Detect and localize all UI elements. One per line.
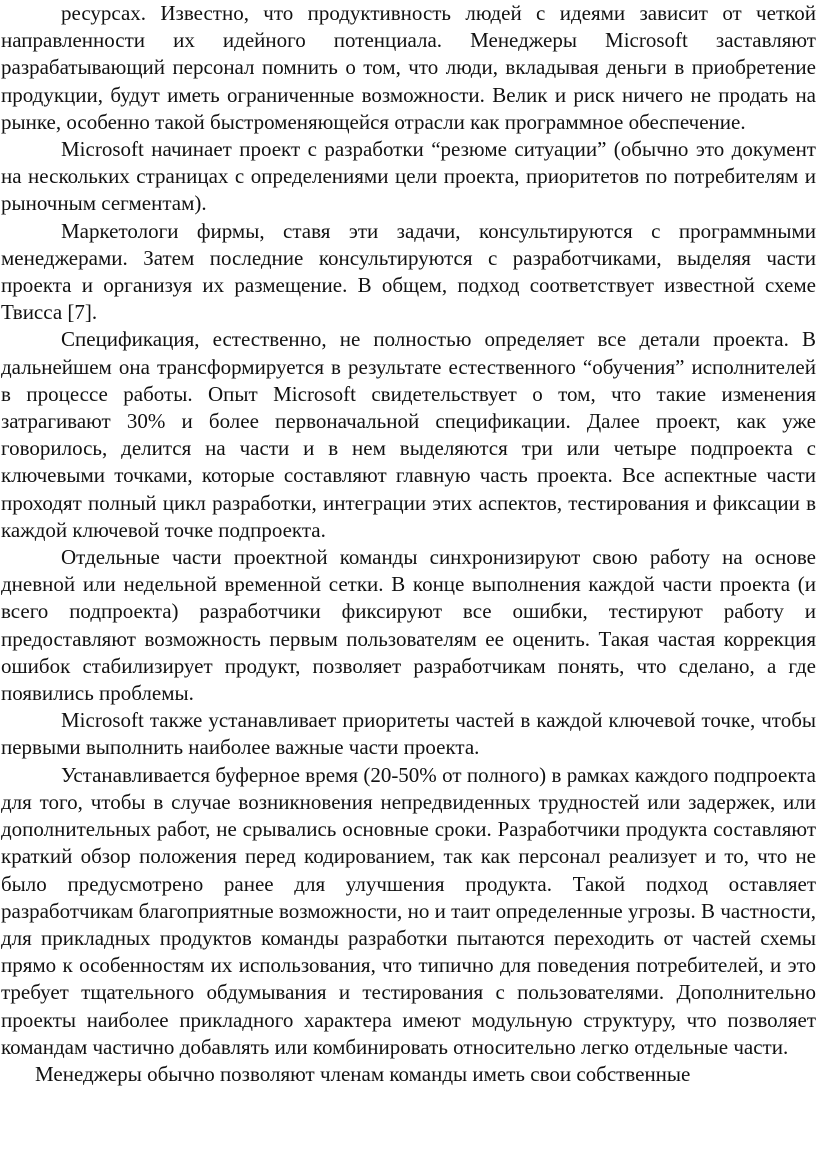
paragraph-5: Отдельные части проектной команды синхронизируют свою работу на основе дневной или недельной временной сетки. В конце выполнения каждой части проекта (и всего подпроекта) разработчики фиксируют все ошибки, тестируют работу и предоставляют возможность первым пользователям ее оценить. Такая частая коррекция ошибок стабилизирует продукт, позволяет разработчикам понять, что сделано, а где появились проблемы.	[1, 545, 816, 706]
paragraph-3: Маркетологи фирмы, ставя эти задачи, консультируются с программными менеджерами. Затем последние консультируются с разработчиками, выделяя части проекта и организуя их размещение. В общем, подход соответствует известной схеме Твисса [7].	[1, 218, 816, 325]
paragraph-2: Microsoft начинает проект с разработки “резюме ситуации” (обычно это документ на нескольких страницах с определениями цели проекта, приоритетов по потребителям и рыночным сегментам).	[1, 137, 816, 216]
paragraph-6: Microsoft также устанавливает приоритеты частей в каждой ключевой точке, чтобы первыми выполнить наиболее важные части проекта.	[1, 708, 816, 760]
paragraph-4: Спецификация, естественно, не полностью определяет все детали проекта. В дальнейшем она трансформируется в результате естественного “обучения” исполнителей в процессе работы. Опыт Microsoft свидетельствует о том, что такие изменения затрагивают 30% и более первоначальной спецификации. Далее проект, как уже говорилось, делится на части и в нем выделяются три или четыре подпроекта с ключевыми точками, которые составляют главную часть проекта. Все аспектные части проходят полный цикл разработки, интеграции этих аспектов, тестирования и фиксации в каждой ключевой точке подпроекта.	[1, 327, 816, 542]
paragraph-8: Менеджеры обычно позволяют членам команды иметь свои собственные	[35, 1061, 691, 1086]
paragraph-1: ресурсах. Известно, что продуктивность людей с идеями зависит от четкой направленности их идейного потенциала. Менеджеры Microsoft заставляют разрабатывающий персонал помнить о том, что люди, вкладывая деньги в приобретение продукции, будут иметь ограниченные возможности. Велик и риск ничего не продать на рынке, особенно такой быстроменяющейся отрасли как программное обеспечение.	[1, 1, 816, 134]
paragraph-7: Устанавливается буферное время (20-50% от полного) в рамках каждого подпроекта для того, чтобы в случае возникновения непредвиденных трудностей или задержек, или дополнительных работ, не срывались основные сроки. Разработчики продукта составляют краткий обзор положения перед кодированием, так как персонал реализует и то, что не было предусмотрено ранее для улучшения продукта. Такой подход оставляет разработчикам благоприятные возможности, но и таит определенные угрозы. В частности, для прикладных продуктов команды разработки пытаются переходить от частей схемы прямо к особенностям их использования, что типично для поведения потребителей, и это требует тщательного обдумывания и тестирования с пользователями. Дополнительно проекты наиболее прикладного характера имеют модульную структуру, что позволяет командам частично добавлять или комбинировать относительно легко отдельные части.	[1, 762, 816, 1059]
